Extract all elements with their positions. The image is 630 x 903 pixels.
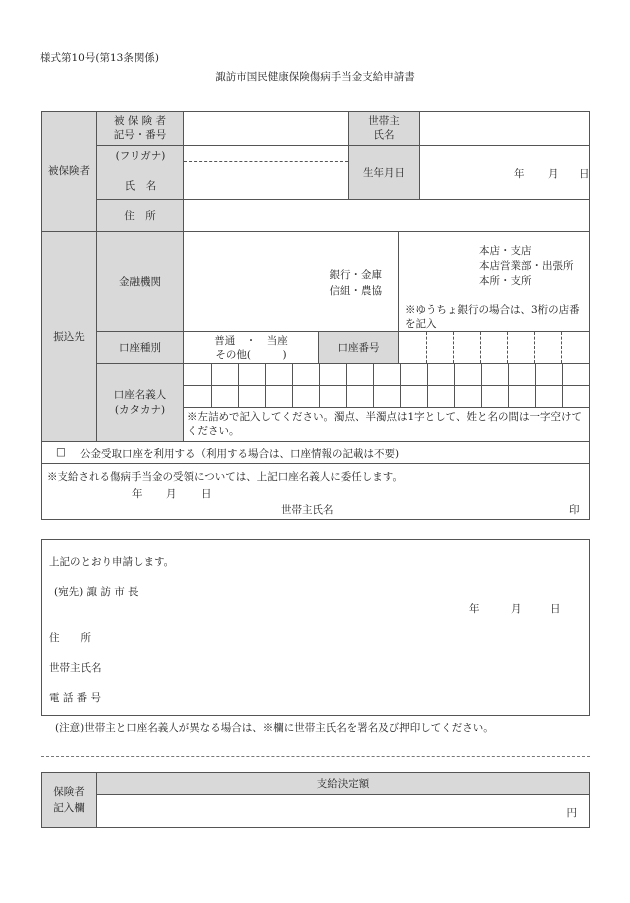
furigana-divider <box>184 161 348 162</box>
application-year: 年 <box>469 603 480 615</box>
insured-id-field[interactable] <box>184 112 349 146</box>
delegation-day: 日 <box>201 488 212 500</box>
account-number-label: 口座番号 <box>319 332 399 364</box>
form-number: 様式第10号(第13条関係) <box>40 52 159 64</box>
application-day: 日 <box>550 603 561 615</box>
bank-name-field[interactable] <box>184 232 399 332</box>
account-number-boxes[interactable] <box>399 332 589 364</box>
transfer-section-label: 振込先 <box>42 232 97 442</box>
application-statement: 上記のとおり申請します。 <box>49 556 175 568</box>
main-form-table <box>41 111 590 520</box>
account-holder-label: 口座名義人 (カタカナ) <box>97 364 184 442</box>
branch-types: 本店・支店 本店営業部・出張所 本所・支所 <box>479 245 574 287</box>
delegation-text: ※支給される傷病手当金の受領については、上記口座名義人に委任します。 <box>47 471 403 483</box>
account-holder-row-2 <box>184 386 589 408</box>
name-label-cell <box>97 146 184 200</box>
delegation-year: 年 <box>132 488 143 500</box>
insured-section-label: 被保険者 <box>42 112 97 232</box>
address-label: 住 所 <box>97 200 184 232</box>
birth-day-label: 日 <box>579 168 590 180</box>
furigana-label: (フリガナ) <box>115 150 166 162</box>
insurer-label: 保険者 記入欄 <box>42 773 97 827</box>
account-type-label: 口座種別 <box>97 332 184 364</box>
insurer-box <box>41 772 590 828</box>
account-type-options[interactable]: 普通 ・ 当座 その他( ) <box>184 332 319 364</box>
attention-note: (注意)世帯主と口座名義人が異なる場合は、※欄に世帯主氏名を署名及び押印してください。 <box>55 722 494 734</box>
decision-amount-field[interactable] <box>97 795 589 827</box>
birth-date-label: 生年月日 <box>349 146 420 200</box>
branch-field[interactable] <box>399 232 589 332</box>
delegation-month: 月 <box>166 488 177 500</box>
address-field[interactable] <box>184 200 589 232</box>
account-holder-note: ※左詰めで記入してください。濁点、半濁点は1字として、姓と名の間は一字空けてください。 <box>187 411 582 437</box>
birth-year-label: 年 <box>514 168 525 180</box>
cut-line <box>41 756 590 757</box>
yen-label: 円 <box>566 807 577 819</box>
birth-month-label: 月 <box>548 168 559 180</box>
applicant-head-name-label: 世帯主氏名 <box>49 662 102 674</box>
public-account-checkbox[interactable]: □ <box>56 446 66 458</box>
application-month: 月 <box>511 603 522 615</box>
delegation-head-name-label: 世帯主氏名 <box>281 504 334 516</box>
page-title: 諏訪市国民健康保険傷病手当金支給申請書 <box>215 71 415 83</box>
name-field[interactable] <box>184 146 349 200</box>
insured-id-label: 被 保 険 者 記号・番号 <box>97 112 184 146</box>
decision-amount-label: 支給決定額 <box>97 773 589 795</box>
applicant-address-label: 住 所 <box>49 632 91 644</box>
birth-date-field[interactable] <box>420 146 589 200</box>
public-account-row <box>42 442 589 464</box>
application-box <box>41 539 590 716</box>
public-account-text: 公金受取口座を利用する（利用する場合は、口座情報の記載は不要) <box>80 448 400 460</box>
delegation-seal: 印 <box>569 504 580 516</box>
bank-types: 銀行・金庫 信組・農協 <box>329 269 382 297</box>
head-of-household-label: 世帯主 氏名 <box>349 112 420 146</box>
delegation-section <box>42 464 589 519</box>
bank-label: 金融機関 <box>97 232 184 332</box>
addressee: (宛先) 諏 訪 市 長 <box>54 586 139 598</box>
name-label: 氏 名 <box>124 180 157 192</box>
account-holder-field[interactable] <box>184 364 589 442</box>
head-of-household-field[interactable] <box>420 112 589 146</box>
yucho-note: ※ゆうちょ銀行の場合は、3桁の店番を記入 <box>405 304 580 330</box>
account-holder-row-1 <box>184 364 589 386</box>
applicant-phone-label: 電 話 番 号 <box>49 692 102 704</box>
